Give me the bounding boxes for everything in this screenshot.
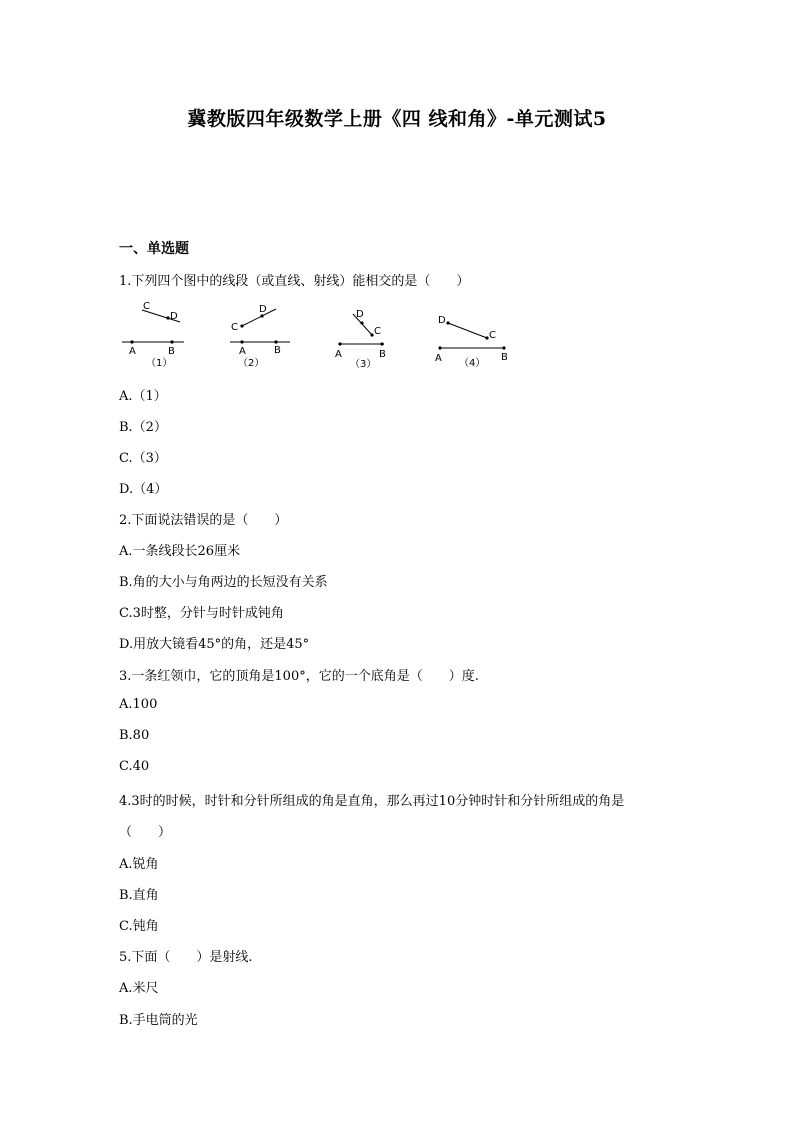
figure-4-line-dc [448,323,487,338]
figure-3-point-a [338,342,341,345]
figure-4-label-c: C [489,330,496,341]
figure-1-point-b [170,340,173,343]
question-2-option-d: D.用放大镜看45°的角，还是45° [119,637,310,652]
figure-3 [335,309,386,370]
figure-3-label-a: A [335,349,342,360]
question-5-option-b: B.手电筒的光 [119,1013,198,1028]
question-1-option-c: C.（3） [119,451,167,466]
figure-1-label-c: C [143,301,150,312]
question-2-option-c: C.3时整，分针与时针成钝角 [119,606,284,621]
question-4-option-a: A.锐角 [119,857,159,872]
question-5-stem: 5.下面（ ）是射线. [119,950,253,965]
question-1-option-d: D.（4） [119,482,168,497]
figure-3-caption: （3） [350,359,377,370]
figure-1-label-b: B [168,346,175,357]
question-3-option-b: B.80 [119,728,150,743]
question-4-stem: 4.3时的时候，时针和分针所组成的角是直角，那么再过10分钟时针和分针所组成的角是 [119,794,625,809]
figure-1-label-a: A [129,346,136,357]
question-3-option-a: A.100 [119,697,158,712]
question-1-option-b: B.（2） [119,420,167,435]
figure-3-point-d [360,321,363,324]
figure-4-point-a [438,346,441,349]
figure-1-point-a [130,340,133,343]
figure-3-label-b: B [379,349,386,360]
figure-2-caption: （2） [238,358,265,369]
figure-1-caption: （1） [146,358,173,369]
figure-4-point-d [446,321,449,324]
question-2-option-b: B.角的大小与角两边的长短没有关系 [119,575,328,590]
question-1-stem: 1.下列四个图中的线段（或直线、射线）能相交的是（ ） [119,274,470,289]
figure-2-point-c [240,324,243,327]
page-title: 冀教版四年级数学上册《四 线和角》-单元测试5 [187,108,607,130]
figure-4-label-b: B [501,352,508,363]
question-4-stem-cont: （ ） [119,825,172,840]
question-3-stem: 3.一条红领巾，它的顶角是100°，它的一个底角是（ ）度. [119,669,479,684]
figure-2-label-b: B [274,345,281,356]
question-1-option-a: A.（1） [119,389,167,404]
question-4-option-c: C.钝角 [119,919,159,934]
figure-2 [230,304,290,369]
figure-1-label-d: D [170,311,178,322]
section-heading: 一、单选题 [119,241,189,257]
figure-3-label-c: C [374,326,381,337]
figure-4 [435,315,508,369]
figure-1 [122,301,184,369]
question-1-figures [114,296,534,376]
figure-2-label-a: A [239,346,246,357]
question-4-option-b: B.直角 [119,888,159,903]
figure-2-point-b [274,340,277,343]
figure-3-point-b [380,342,383,345]
figure-4-point-b [502,346,505,349]
figure-2-label-c: C [231,322,238,333]
figure-4-caption: （4） [459,358,486,369]
figure-4-label-d: D [438,315,446,326]
question-3-option-c: C.40 [119,759,150,774]
question-5-option-a: A.米尺 [119,981,159,996]
figure-4-label-a: A [435,353,442,364]
figure-3-label-d: D [356,309,364,320]
question-2-option-a: A.一条线段长26厘米 [119,544,241,559]
figure-2-label-d: D [259,304,267,315]
figure-2-point-a [240,340,243,343]
question-2-stem: 2.下面说法错误的是（ ） [119,513,288,528]
figures-svg [114,296,534,376]
